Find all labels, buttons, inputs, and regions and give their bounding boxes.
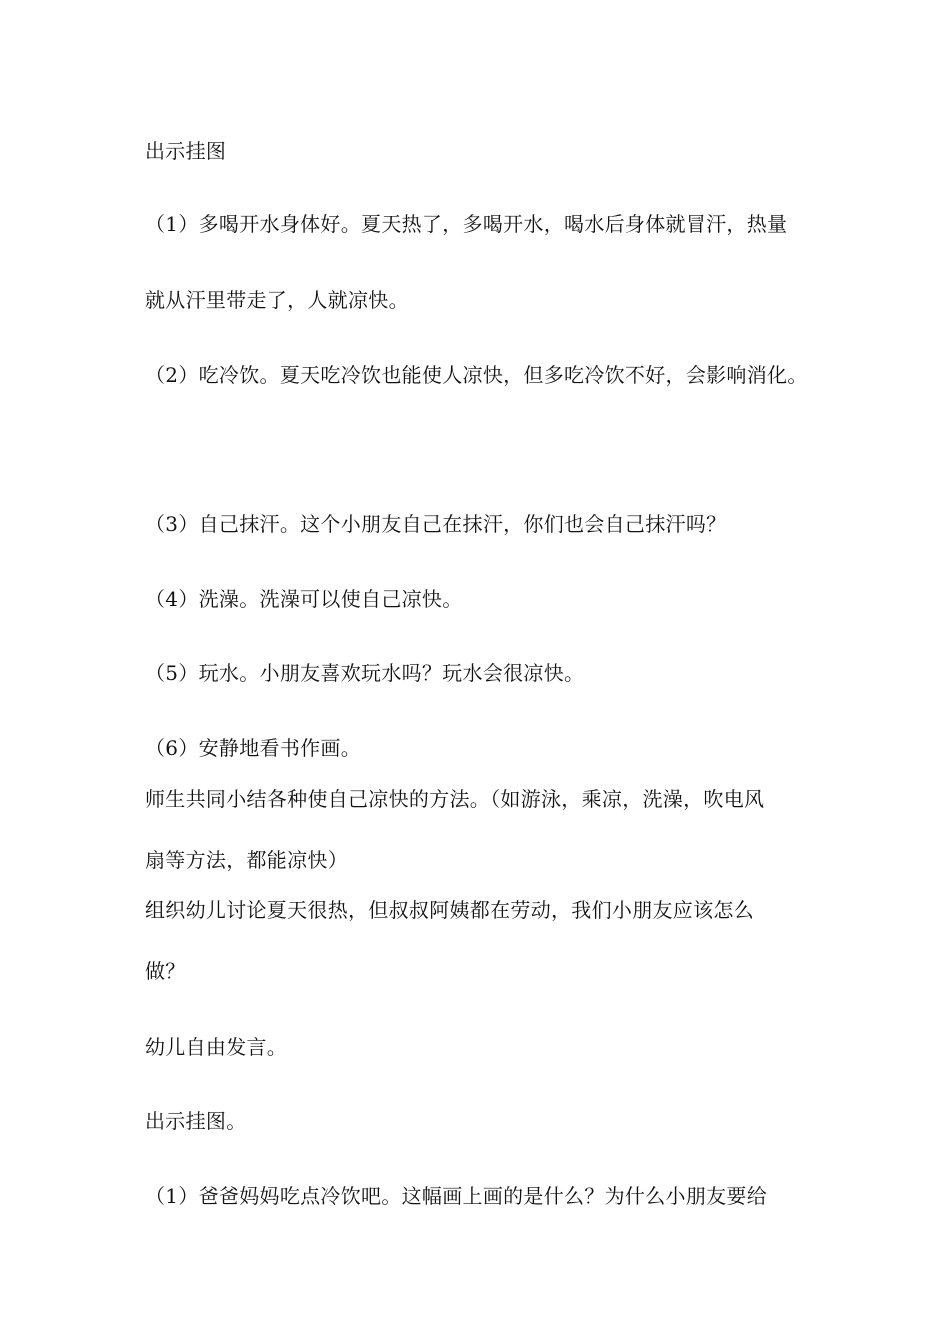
text-line-discussion-cont: 做？: [145, 959, 186, 983]
text-line-summary: 师生共同小结各种使自己凉快的方法。（如游泳，乘凉，洗澡，吹电风: [145, 787, 765, 811]
text-line-item-2: （2）吃冷饮。夏天吃冷饮也能使人凉快，但多吃冷饮不好，会影响消化。: [145, 363, 808, 387]
text-line-item-5: （5）玩水。小朋友喜欢玩水吗？玩水会很凉快。: [145, 661, 585, 685]
text-line-free-speech: 幼儿自由发言。: [145, 1035, 288, 1059]
text-line-item-1: （1）多喝开水身体好。夏天热了，多喝开水，喝水后身体就冒汗，热量: [145, 212, 788, 236]
text-line-picture-item-1: （1）爸爸妈妈吃点冷饮吧。这幅画上画的是什么？为什么小朋友要给: [145, 1184, 768, 1208]
text-line-show-picture-1: 出示挂图: [145, 139, 227, 163]
text-line-discussion: 组织幼儿讨论夏天很热，但叔叔阿姨都在劳动，我们小朋友应该怎么: [145, 898, 754, 922]
text-line-item-4: （4）洗澡。洗澡可以使自己凉快。: [145, 587, 463, 611]
text-line-show-picture-2: 出示挂图。: [145, 1109, 247, 1133]
text-line-item-3: （3）自己抹汗。这个小朋友自己在抹汗，你们也会自己抹汗吗？: [145, 512, 727, 536]
text-line-item-1-cont: 就从汗里带走了，人就凉快。: [145, 288, 409, 312]
text-line-item-6: （6）安静地看书作画。: [145, 736, 362, 760]
text-line-summary-cont: 扇等方法，都能凉快）: [145, 848, 348, 872]
